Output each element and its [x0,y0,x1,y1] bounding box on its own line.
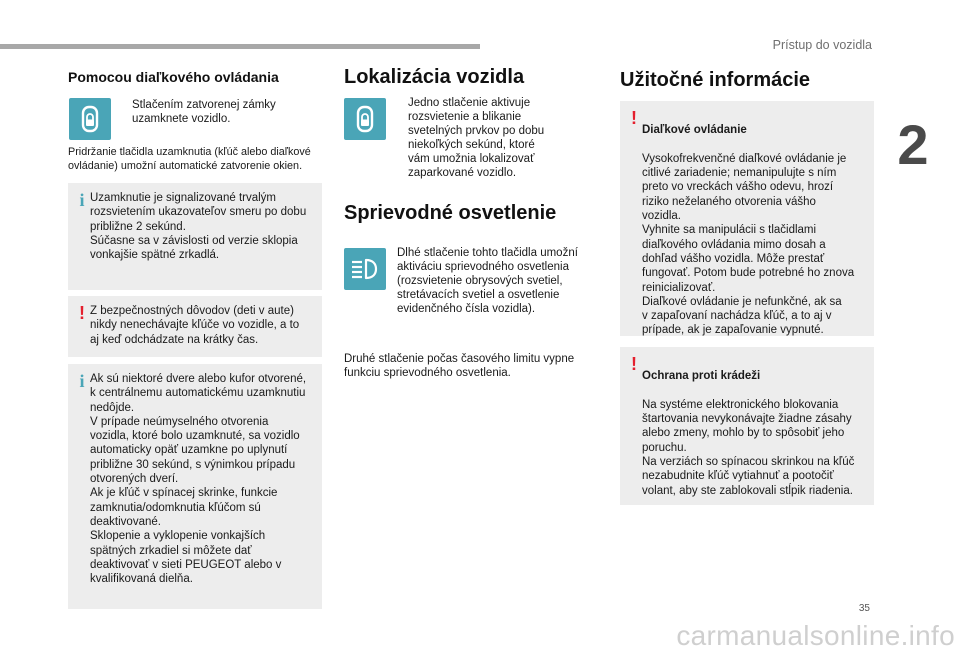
headlight-icon [344,248,386,290]
window-close-note: Pridržanie tlačidla uzamknutia (kľúč alebo diaľkové ovládanie) umožní automatické zatvorenie okien. [68,146,311,172]
warning-box-antitheft [620,347,874,505]
warning-box-keys [68,296,322,357]
chapter-number: 2 [897,113,929,176]
title-useful-info: Užitočné informácie [620,69,811,91]
warning-box-title: Diaľkové ovládanie [642,124,747,137]
guide-lighting-off-text: Druhé stlačenie počas časového limitu vypne funkciu sprievodného osvetlenia. [344,353,575,379]
warning-icon: ! [79,303,85,323]
lock-icon [69,98,111,140]
warning-icon: ! [631,354,637,374]
subtitle-remote-control: Pomocou diaľkového ovládania [68,69,279,85]
lock-instruction: Stlačením zatvorenej zámky uzamknete vozidlo. [132,99,276,125]
info-box-signalization [68,183,322,290]
guide-lighting-text: Dlhé stlačenie tohto tlačidla umožní aktiváciu sprievodného osvetlenia (rozsvietenie obrysových svetiel, stretávacích svetiel a osvetlenie evidenčného čísla vozidla). [397,247,578,315]
section-title: Prístup do vozidla [772,38,872,52]
warning-box-title: Ochrana proti krádeži [642,370,761,383]
info-box-doors [68,364,322,609]
warning-icon: ! [631,108,637,128]
warning-box-text: Z bezpečnostných dôvodov (deti v aute) nikdy nenechávajte kľúče vo vozidle, a to aj keď odchádzate na krátky čas. [90,305,300,346]
page-number: 35 [858,603,870,614]
title-guide-lighting: Sprievodné osvetlenie [344,202,557,224]
watermark-text: carmanualsonline.info [676,620,955,651]
info-icon: i [79,190,85,210]
title-vehicle-locating: Lokalizácia vozidla [344,66,525,88]
warning-box-content [642,109,868,338]
warning-box-text: Na systéme elektronického blokovania štartovania nevykonávajte žiadne zásahy alebo zmeny, mohlo by to spôsobiť jeho poruchu. Na verziách so spínacou skrinkou na kľúč nezabudnite kľúč vytiahnuť a pootočiť volant, aby ste zablokovali stĺpik riadenia. [642,398,855,497]
locate-instruction: Jedno stlačenie aktivuje rozsvietenie a blikanie svetelných prvkov po dobu niekoľkých sekúnd, ktoré vám umožnia lokalizovať zaparkované vozidlo. [408,97,545,179]
lock-icon [344,98,386,140]
warning-box-content [642,355,868,498]
header-rule [0,44,480,49]
info-box-text: Ak sú niektoré dvere alebo kufor otvorené, k centrálnemu automatickému uzamknutiu nedôjde. V prípade neúmyselného otvorenia vozidla, ktoré bolo uzamknuté, sa vozidlo automaticky opäť uzamkne po uplynutí približne 30 sekúnd, s výnimkou prípadu otvorených dverí. Ak je kľúč v spínacej skrinke, funkcie zamknutia/odomknutia kľúčom sú deaktivované. Sklopenie a vyklopenie vonkajších spätných zrkadiel si môžete dať deaktivovať v sieti PEUGEOT alebo v kvalifikovaná dielňa. [90,373,307,586]
warning-box-text: Vysokofrekvenčné diaľkové ovládanie je citlivé zariadenie; nemanipulujte s ním preto vo vreckách vášho odevu, hrozí riziko neželaného otvorenia vášho vozidla. Vyhnite sa manipulácii s tlačidlami diaľkového ovládania mimo dosah a dohľad vášho vozidla. Môže prestať fungovať. Potom bude potrebné ho znova reinicializovať. Diaľkové ovládanie je nefunkčné, ak sa v zapaľovaní nachádza kľúč, a to aj v prípade, ak je zapaľovanie vypnuté. [642,152,855,337]
info-box-text: Uzamknutie je signalizované trvalým rozsvietením ukazovateľov smeru po dobu približne 2 sekúnd. Súčasne sa v závislosti od verzie sklopia vonkajšie spätné zrkadlá. [90,192,307,262]
warning-box-remote [620,101,874,336]
info-icon: i [79,371,85,391]
